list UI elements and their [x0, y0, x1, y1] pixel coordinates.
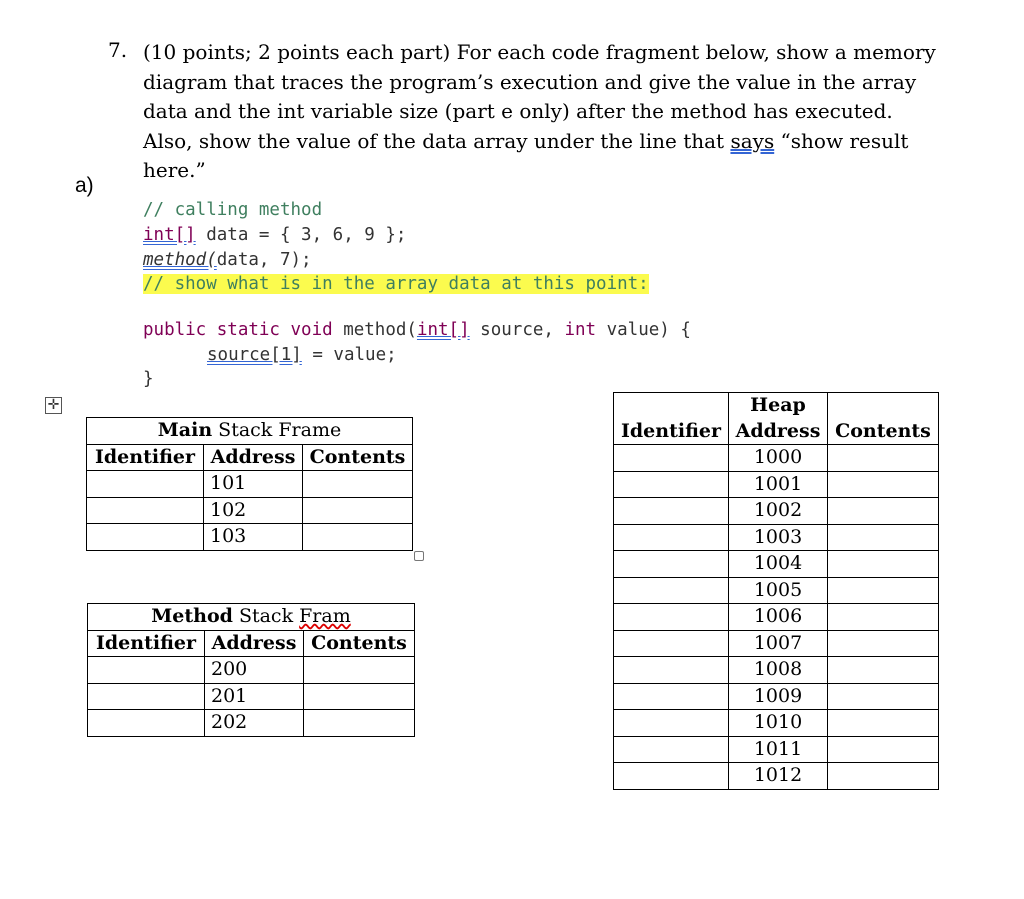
contents-cell[interactable] — [828, 551, 939, 578]
contents-cell[interactable] — [828, 683, 939, 710]
contents-cell[interactable] — [828, 604, 939, 631]
contents-cell[interactable] — [303, 497, 413, 524]
grammar-flag: says — [730, 128, 775, 153]
table-resize-handle[interactable] — [414, 551, 424, 561]
table-row — [614, 551, 939, 578]
table-row — [614, 736, 939, 763]
address-cell: 1005 — [729, 577, 828, 604]
code-line-declaration: int[] data = { 3, 6, 9 }; — [143, 225, 407, 245]
code-line-method-signature: public static void method(int[] source, int value) { — [143, 320, 691, 340]
spelling-flag: Fram — [299, 605, 351, 628]
heap-title: Heap — [729, 393, 828, 419]
highlight: // show what is in the array data at this point: — [143, 274, 649, 294]
address-cell: 1009 — [729, 683, 828, 710]
identifier-cell[interactable] — [614, 471, 729, 498]
identifier-cell[interactable] — [87, 471, 204, 498]
identifier-cell[interactable] — [614, 445, 729, 472]
table-row — [614, 577, 939, 604]
identifier-cell[interactable] — [614, 577, 729, 604]
header-address: Address — [204, 444, 303, 471]
question-number: 7. — [108, 38, 128, 62]
method-stack-frame-table — [87, 603, 415, 737]
address-cell: 1006 — [729, 604, 828, 631]
table-row — [614, 630, 939, 657]
table-move-handle-icon[interactable]: ✛ — [45, 397, 62, 414]
identifier-cell[interactable] — [88, 710, 205, 737]
table-row — [614, 657, 939, 684]
address-cell: 101 — [204, 471, 303, 498]
address-cell: 1003 — [729, 524, 828, 551]
identifier-cell[interactable] — [88, 683, 205, 710]
contents-cell[interactable] — [828, 445, 939, 472]
contents-cell[interactable] — [828, 763, 939, 790]
part-label: a) — [75, 174, 94, 197]
identifier-cell[interactable] — [614, 683, 729, 710]
identifier-cell[interactable] — [614, 524, 729, 551]
table-row — [614, 710, 939, 737]
identifier-cell[interactable] — [87, 524, 204, 551]
main-frame-title: Main Stack Frame — [87, 418, 413, 445]
table-row — [614, 604, 939, 631]
contents-cell[interactable] — [303, 524, 413, 551]
contents-cell[interactable] — [828, 471, 939, 498]
table-row — [87, 471, 413, 498]
identifier-cell[interactable] — [614, 498, 729, 525]
contents-cell[interactable] — [828, 710, 939, 737]
table-row — [88, 657, 415, 684]
heap-corner-blank — [828, 393, 939, 419]
contents-cell[interactable] — [828, 630, 939, 657]
identifier-cell[interactable] — [614, 710, 729, 737]
table-row — [88, 683, 415, 710]
table-row — [87, 524, 413, 551]
contents-cell[interactable] — [304, 657, 415, 684]
address-cell: 1012 — [729, 763, 828, 790]
table-row — [614, 498, 939, 525]
address-cell: 1000 — [729, 445, 828, 472]
heap-corner-blank — [614, 393, 729, 419]
header-address: Address — [729, 419, 828, 445]
table-row — [614, 471, 939, 498]
code-line-close-brace: } — [143, 369, 154, 389]
table-row — [614, 683, 939, 710]
contents-cell[interactable] — [304, 683, 415, 710]
table-row — [88, 710, 415, 737]
contents-cell[interactable] — [828, 524, 939, 551]
code-line-show-comment — [143, 274, 649, 294]
contents-cell[interactable] — [828, 498, 939, 525]
identifier-cell[interactable] — [87, 497, 204, 524]
main-stack-frame-table — [86, 417, 413, 551]
identifier-cell[interactable] — [88, 657, 205, 684]
address-cell: 202 — [205, 710, 304, 737]
table-row — [87, 497, 413, 524]
address-cell: 1011 — [729, 736, 828, 763]
address-cell: 1008 — [729, 657, 828, 684]
address-cell: 200 — [205, 657, 304, 684]
table-row — [614, 763, 939, 790]
identifier-cell[interactable] — [614, 736, 729, 763]
code-line-comment: // calling method — [143, 200, 323, 220]
identifier-cell[interactable] — [614, 657, 729, 684]
address-cell: 1007 — [729, 630, 828, 657]
contents-cell[interactable] — [303, 471, 413, 498]
address-cell: 102 — [204, 497, 303, 524]
question-text: (10 points; 2 points each part) For each code fragment below, show a memory diagram that traces the program’s execution and give the value in the array data and the int variable size (part e only) after the method has executed. Also, show the value of the data array under the line that says “show result here.” — [143, 40, 936, 182]
table-row — [614, 524, 939, 551]
code-line-call: method(data, 7); — [143, 250, 312, 270]
header-contents: Contents — [303, 444, 413, 471]
contents-cell[interactable] — [828, 736, 939, 763]
table-row — [614, 445, 939, 472]
header-contents: Contents — [304, 630, 415, 657]
header-identifier: Identifier — [614, 419, 729, 445]
identifier-cell[interactable] — [614, 763, 729, 790]
address-cell: 103 — [204, 524, 303, 551]
header-address: Address — [205, 630, 304, 657]
contents-cell[interactable] — [304, 710, 415, 737]
address-cell: 1010 — [729, 710, 828, 737]
address-cell: 1004 — [729, 551, 828, 578]
contents-cell[interactable] — [828, 577, 939, 604]
header-contents: Contents — [828, 419, 939, 445]
address-cell: 1002 — [729, 498, 828, 525]
code-line-assignment: source[1] = value; — [207, 345, 397, 365]
identifier-cell[interactable] — [614, 551, 729, 578]
method-frame-title: Method Stack Fram — [88, 604, 415, 631]
contents-cell[interactable] — [828, 657, 939, 684]
address-cell: 1001 — [729, 471, 828, 498]
heap-table — [613, 392, 939, 790]
identifier-cell[interactable] — [614, 604, 729, 631]
header-identifier: Identifier — [88, 630, 205, 657]
header-identifier: Identifier — [87, 444, 204, 471]
address-cell: 201 — [205, 683, 304, 710]
identifier-cell[interactable] — [614, 630, 729, 657]
